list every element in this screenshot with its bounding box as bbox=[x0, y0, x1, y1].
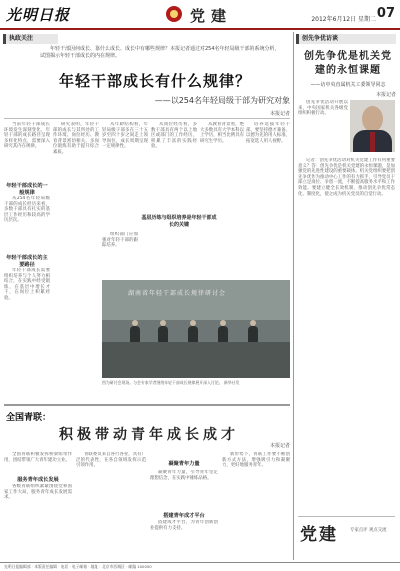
conference-photo bbox=[102, 280, 290, 378]
section-rule bbox=[4, 118, 290, 119]
page-footer: 光明日报编辑部 · 本版责任编辑 · 电话 · 电子邮箱 · 地址：北京市西城区 · 邮编 100050 bbox=[0, 562, 400, 571]
pull-quote: 基层历练与组织培养是年轻干部成长的关键 bbox=[141, 215, 217, 228]
bottom-col-3a: 凝聚青年力量，引导青年坚定理想信念，在实践中锤炼品格。 bbox=[150, 470, 218, 481]
column-tag-right: 创先争优访谈 bbox=[296, 34, 396, 44]
right-closing-rule bbox=[298, 516, 395, 517]
main-headline: 年轻干部成长有什么规律？ bbox=[58, 72, 251, 90]
photo-banner-text: 湖南省年轻干部成长规律研讨会 bbox=[128, 290, 227, 297]
body-col-5: 从教育背景看，绝大多数具有大学本科以上学历，相当比例具有研究生学历。 bbox=[200, 122, 244, 144]
photo-caption: 图为研讨会现场。与会专家学者围绕年轻干部成长规律展开深入讨论。 新华社发 bbox=[102, 380, 240, 385]
bottom-headline: 积极带动青年成长成才 bbox=[59, 427, 239, 443]
subheading-2: 年轻干部成长的主要路径 bbox=[6, 255, 48, 268]
bottom-subheading-3: 搭建青年成才平台 bbox=[163, 513, 205, 519]
bottom-col-3b: 搭建成才平台，为青年创新创业提供有力支持。 bbox=[150, 520, 218, 531]
dateline: 2012年6月12日 星期二 bbox=[311, 16, 376, 23]
body-col-1c: 年轻干部成长需要组织培养与个人努力相结合，在实践中经受锻炼，在基层中增长才干，在岗位上积累经验。 bbox=[4, 268, 50, 301]
interview-col-b: 记者：创先争优活动对机关党建工作有何重要意义？答：创先争优是机关党建的永恒课题，是加强党的先进性建设的重要载体。机关党组织要把创先争优作为推动中心工作的有力抓手，引导党员干部立足岗位、争创一流，不断提高服务水平和工作效能。要建立健全长效机制，推动创先争优常态化、制度化，使之成为机关党员的自觉行动。 bbox=[298, 158, 395, 197]
bottom-col-2: 青联委员来自各行各业，具有广泛的代表性，在各自领域发挥示范引领作用。 bbox=[76, 452, 146, 469]
main-subhead: ——以254名年轻局级干部为研究对象 bbox=[154, 96, 290, 105]
main-byline: 本报记者 bbox=[269, 111, 290, 117]
body-col-3b: 组织部门应加强对年轻干部的跟踪培养。 bbox=[102, 232, 138, 249]
bottom-col-1b: 各级青联组织紧紧围绕党和国家工作大局，服务青年成长发展需求。 bbox=[4, 484, 72, 501]
body-col-1a: 当前年轻干部成长环境发生深刻变化，年轻干部的成长路径呈现多样化特点，需要深入研究其内在规律。 bbox=[4, 122, 50, 150]
body-col-4: 从岗位经历看，多数干部具有两个以上地区或部门的工作经历，积累了丰富的实践经验。 bbox=[151, 122, 197, 150]
bottom-kicker: 全国青联： bbox=[6, 413, 52, 423]
masthead-rule bbox=[0, 28, 400, 30]
subheading-1: 年轻干部成长的一般规律 bbox=[6, 183, 48, 196]
body-col-2: 研究表明，年轻干部的成长与其所处的工作环境、岗位经历、教育背景密切相关。多岗位锻炼有助于提升综合素质。 bbox=[53, 122, 99, 155]
bottom-subheading-1: 服务青年成长发展 bbox=[17, 477, 59, 483]
bottom-byline: 本报记者 bbox=[269, 443, 290, 449]
article-divider bbox=[4, 404, 290, 406]
interview-subhead: ——访中央直属机关工委领导同志 bbox=[310, 82, 386, 88]
bottom-subheading-2: 凝聚青年力量 bbox=[168, 461, 200, 467]
interview-col-a: 创先争优活动开展以来，中央国家机关各级党组织积极行动。 bbox=[298, 100, 348, 117]
column-divider bbox=[293, 32, 294, 560]
interviewee-portrait bbox=[350, 100, 395, 152]
column-tag-left: 执政关注 bbox=[3, 34, 58, 44]
body-col-6: 培养选拔年轻干部，要坚持德才兼备、以德为先的用人标准，拓宽选人用人视野。 bbox=[246, 122, 290, 144]
page-number: 07 bbox=[376, 6, 395, 21]
newspaper-logo: 光明日报 bbox=[6, 6, 71, 24]
body-col-1b: 从254名年轻局级干部的成长经历来看，多数干部具有扎实的基层工作经历和较高的学历层次。 bbox=[4, 196, 50, 224]
section-title: 党建 bbox=[190, 7, 233, 25]
article-intro: 年轻干部因何成长、靠什么成长、成长中有哪些规律？本报记者通过对254名年轻局级干部的系统分析，试图揭示年轻干部成长的内在规律。 bbox=[40, 46, 280, 59]
party-emblem-icon bbox=[166, 6, 182, 22]
bottom-col-1a: 全国青联积极发挥桥梁纽带作用，团结带领广大青年建功立业。 bbox=[4, 452, 72, 463]
interview-headline: 创先争优是机关党建的永恒课题 bbox=[304, 51, 392, 76]
section-closing-title: 党建 bbox=[300, 525, 338, 545]
masthead bbox=[0, 0, 400, 30]
body-col-3: 从年龄结构看，年轻局级干部多在三十五岁至四十岁之间走上领导岗位，成长周期呈现一定规律性。 bbox=[102, 122, 148, 150]
interview-byline: 本报记者 bbox=[375, 92, 396, 98]
bottom-col-4: 新形势下，青联工作要不断创新方式方法，增强吸引力和凝聚力，更好地服务青年。 bbox=[222, 452, 290, 469]
section-closing-note: 专家点评 观点交流 bbox=[350, 528, 387, 533]
